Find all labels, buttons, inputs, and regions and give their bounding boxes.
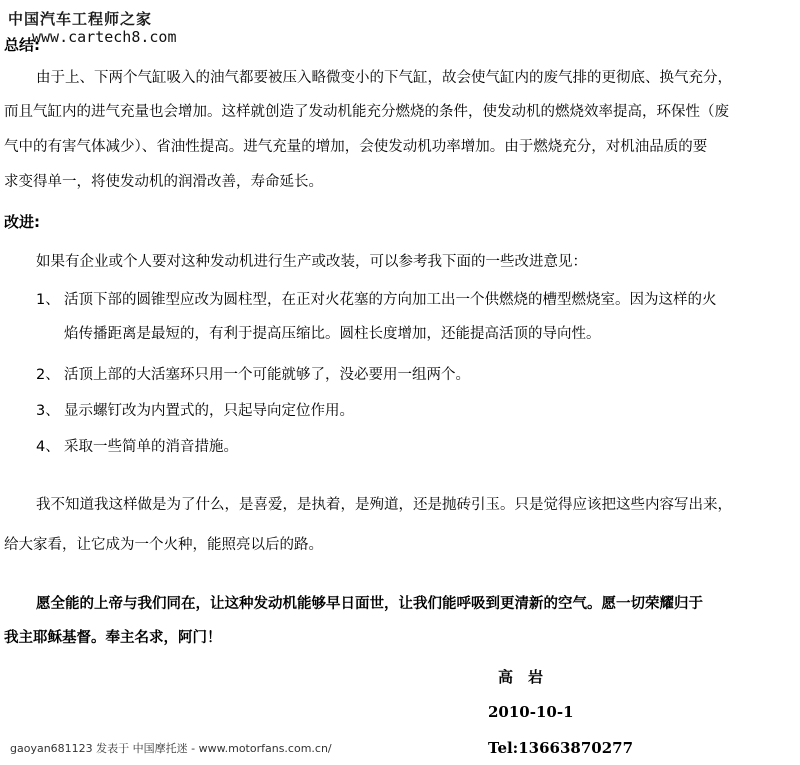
item-3-line-1: 显示螺钉改为内置式的，只起导向定位作用。 — [64, 403, 354, 419]
footer-watermark: gaoyan681123 发表于 中国摩托迷 - www.motorfans.com.cn/ — [10, 742, 332, 755]
site-watermark-url: www.cartech8.com — [32, 28, 177, 46]
item-2-number: 2、 — [36, 367, 60, 383]
signature-tel: Tel:13663870277 — [488, 739, 634, 757]
summary-line-3: 气中的有害气体减少）、省油性提高。进气充量的增加，会使发动机功率增加。由于燃烧充分，对机油品质的要 — [4, 139, 708, 155]
signature-date: 2010-10-1 — [488, 703, 574, 721]
item-1-number: 1、 — [36, 292, 60, 308]
item-2-line-1: 活顶上部的大活塞环只用一个可能就够了，没必要用一组两个。 — [64, 367, 470, 383]
improvement-heading: 改进: — [4, 213, 40, 231]
item-4-number: 4、 — [36, 439, 60, 455]
summary-heading: 总结: — [4, 36, 40, 54]
reflection-line-1: 我不知道我这样做是为了什么，是喜爱，是执着，是殉道，还是抛砖引玉。只是觉得应该把这些内容写出来， — [36, 497, 732, 513]
blessing-line-1: 愿全能的上帝与我们同在，让这种发动机能够早日面世，让我们能呼吸到更清新的空气。愿一切荣耀归于 — [36, 595, 703, 612]
improvement-intro: 如果有企业或个人要对这种发动机进行生产或改装，可以参考我下面的一些改进意见： — [36, 254, 587, 270]
item-4-line-1: 采取一些简单的消音措施。 — [64, 439, 238, 455]
item-1-line-1: 活顶下部的圆锥型应改为圆柱型，在正对火花塞的方向加工出一个供燃烧的槽型燃烧室。因为这样的火 — [64, 292, 717, 308]
site-watermark-title: 中国汽车工程师之家 — [8, 10, 153, 28]
summary-line-1: 由于上、下两个气缸吸入的油气都要被压入略微变小的下气缸，故会使气缸内的废气排的更彻底、换气充分， — [36, 70, 732, 86]
signature-name: 高 岩 — [498, 668, 544, 686]
item-3-number: 3、 — [36, 403, 60, 419]
summary-line-4: 求变得单一，将使发动机的润滑改善，寿命延长。 — [4, 174, 323, 190]
item-1-line-2: 焰传播距离是最短的，有利于提高压缩比。圆柱长度增加，还能提高活顶的导向性。 — [64, 326, 601, 342]
blessing-line-2: 我主耶稣基督。奉主名求，阿门！ — [4, 629, 222, 646]
reflection-line-2: 给大家看，让它成为一个火种，能照亮以后的路。 — [4, 537, 323, 553]
summary-line-2: 而且气缸内的进气充量也会增加。这样就创造了发动机能充分燃烧的条件，使发动机的燃烧效率提高，环保性（废 — [4, 104, 729, 120]
